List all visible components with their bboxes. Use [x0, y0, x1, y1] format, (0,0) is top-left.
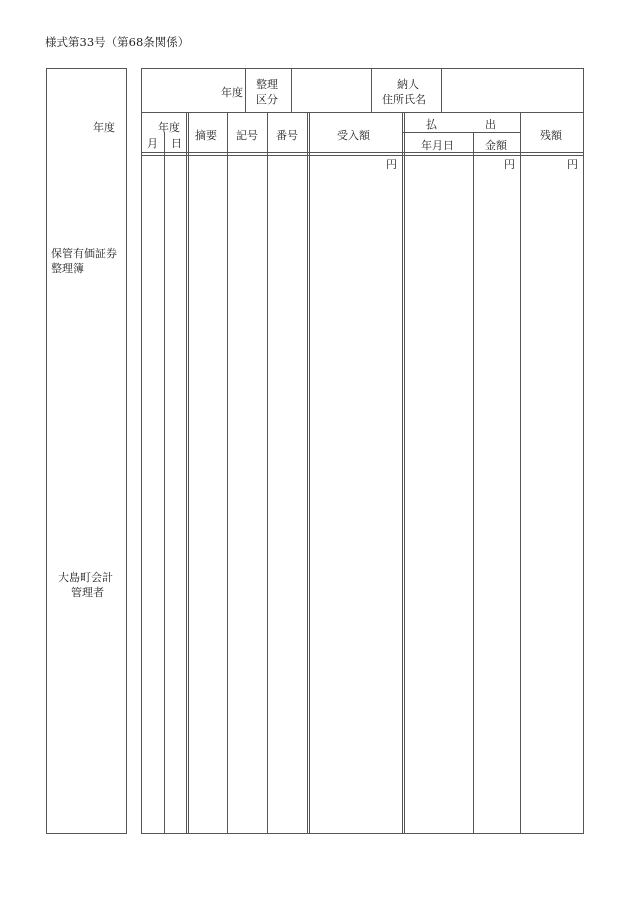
- col-line-month-day: [164, 132, 165, 834]
- col-line-payout-balance: [520, 112, 521, 834]
- col-line-symbol-number: [267, 112, 268, 834]
- col-line-payout-date-amount: [473, 132, 474, 834]
- col-line-received-payout-b: [404, 112, 405, 834]
- col-header-summary: 摘要: [195, 129, 217, 142]
- col-line-number-received-b: [309, 112, 310, 834]
- col-header-payout-date: 年月日: [421, 139, 454, 152]
- cover-issuer-line1: 大島町会計: [58, 571, 113, 584]
- top-payer-line2: 住所氏名: [382, 93, 426, 106]
- top-seiri-line2: 区分: [256, 93, 278, 106]
- cover-year-label: 年度: [93, 121, 115, 134]
- col-header-number: 番号: [276, 129, 298, 142]
- cover-panel: [46, 68, 127, 834]
- col-header-received: 受入額: [337, 129, 370, 142]
- col-header-balance: 残額: [540, 129, 562, 142]
- top-year-label: 年度: [221, 86, 243, 99]
- cover-issuer-line2: 管理者: [71, 586, 104, 599]
- top-divider-2: [291, 69, 292, 112]
- col-header-payout-2: 出: [485, 118, 496, 131]
- cover-title-line1: 保管有価証券: [51, 247, 117, 260]
- form-header: 様式第33号（第68条関係）: [45, 35, 190, 49]
- col-header-year: 年度: [158, 121, 180, 134]
- top-divider-3: [371, 69, 372, 112]
- top-divider-1: [245, 69, 246, 112]
- col-header-symbol: 記号: [236, 129, 258, 142]
- col-header-day: 日: [171, 137, 182, 150]
- top-seiri-line1: 整理: [256, 78, 278, 91]
- col-header-payout-1: 払: [426, 118, 437, 131]
- col-header-payout-amount: 金額: [485, 139, 507, 152]
- top-row-divider: [142, 112, 583, 113]
- unit-payout: 円: [504, 158, 515, 171]
- unit-balance: 円: [567, 158, 578, 171]
- col-line-summary-symbol: [227, 112, 228, 834]
- payout-subheader-rule: [402, 132, 520, 133]
- col-header-month: 月: [147, 137, 158, 150]
- unit-received: 円: [386, 158, 397, 171]
- cover-title-line2: 整理簿: [51, 262, 84, 275]
- top-payer-line1: 納人: [397, 78, 419, 91]
- col-line-year-summary-b: [188, 112, 189, 834]
- col-line-received-payout: [402, 112, 403, 834]
- header-bottom-rule-2: [142, 155, 583, 156]
- col-line-year-summary: [186, 112, 187, 834]
- ledger-table: [141, 68, 584, 834]
- top-divider-4: [441, 69, 442, 112]
- header-bottom-rule-1: [142, 152, 583, 153]
- col-line-number-received: [307, 112, 308, 834]
